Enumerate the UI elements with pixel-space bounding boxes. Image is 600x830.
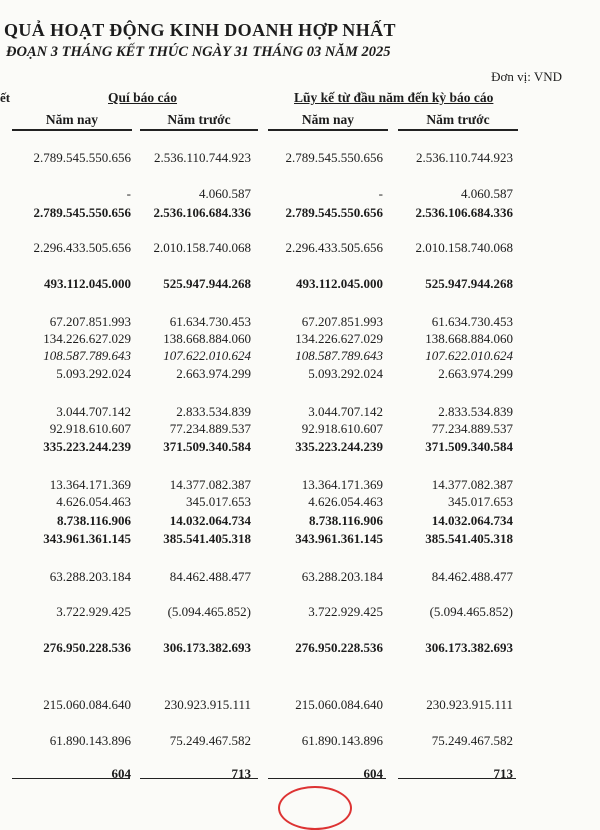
table-cell: 4.060.587 (199, 186, 251, 201)
table-cell: 525.947.944.268 (163, 276, 251, 291)
table-cell: 713 (231, 766, 251, 781)
table-cell: 3.044.707.142 (308, 404, 383, 419)
table-cell: 138.668.884.060 (425, 331, 513, 346)
table-row (0, 348, 600, 364)
col-header-ytd-prev-year: Năm trước (398, 112, 518, 131)
group-header-quarter: Quí báo cáo (108, 90, 178, 105)
table-cell: 8.738.116.906 (56, 513, 131, 528)
table-row (0, 314, 600, 330)
table-cell: 230.923.915.111 (426, 697, 513, 712)
table-cell: 63.288.203.184 (301, 569, 383, 584)
table-cell: 493.112.045.000 (43, 276, 131, 291)
table-cell: 107.622.010.624 (425, 348, 513, 363)
table-cell: 3.722.929.425 (308, 604, 383, 619)
total-underline-2 (140, 778, 258, 779)
table-row (0, 494, 600, 510)
table-cell: 371.509.340.584 (163, 439, 251, 454)
table-cell: 493.112.045.000 (295, 276, 383, 291)
table-cell: 77.234.889.537 (431, 421, 513, 436)
col-header-quarter-prev-year: Năm trước (140, 112, 258, 131)
table-cell: (5.094.465.852) (167, 604, 251, 619)
report-title: QUẢ HOẠT ĐỘNG KINH DOANH HỢP NHẤT (4, 20, 396, 40)
table-cell: 215.060.084.640 (295, 697, 383, 712)
table-cell: 77.234.889.537 (169, 421, 251, 436)
table-cell: 61.634.730.453 (431, 314, 513, 329)
table-cell: 2.296.433.505.656 (33, 240, 131, 255)
table-cell: 345.017.653 (186, 494, 251, 509)
table-cell: 2.536.106.684.336 (415, 205, 513, 220)
table-row (0, 640, 600, 656)
table-cell: 2.663.974.299 (176, 366, 251, 381)
red-stamp (278, 786, 352, 830)
table-cell: 14.032.064.734 (169, 513, 251, 528)
table-cell: 2.789.545.550.656 (285, 150, 383, 165)
table-cell: 371.509.340.584 (425, 439, 513, 454)
table-row (0, 766, 600, 782)
table-cell: 2.789.545.550.656 (33, 150, 131, 165)
table-cell: 61.890.143.896 (49, 733, 131, 748)
table-cell: 61.634.730.453 (169, 314, 251, 329)
table-cell: 276.950.228.536 (43, 640, 131, 655)
table-cell: 13.364.171.369 (49, 477, 131, 492)
table-cell: 385.541.405.318 (425, 531, 513, 546)
group-header-ytd: Lũy kế từ đầu năm đến kỳ báo cáo (294, 90, 494, 105)
table-cell: 14.377.082.387 (431, 477, 513, 492)
table-row (0, 697, 600, 713)
table-row (0, 186, 600, 202)
table-cell: 84.462.488.477 (431, 569, 513, 584)
table-cell: 525.947.944.268 (425, 276, 513, 291)
table-cell: 14.032.064.734 (431, 513, 513, 528)
table-cell: 306.173.382.693 (425, 640, 513, 655)
table-cell: 3.044.707.142 (56, 404, 131, 419)
table-cell: 5.093.292.024 (56, 366, 131, 381)
table-cell: 75.249.467.582 (431, 733, 513, 748)
table-cell: 2.789.545.550.656 (33, 205, 131, 220)
table-cell: 67.207.851.993 (49, 314, 131, 329)
table-cell: 67.207.851.993 (301, 314, 383, 329)
table-cell: 2.536.110.744.923 (415, 150, 513, 165)
table-cell: 61.890.143.896 (301, 733, 383, 748)
col-header-quarter-this-year: Năm nay (12, 112, 132, 131)
table-cell: 335.223.244.239 (43, 439, 131, 454)
table-cell: 2.663.974.299 (438, 366, 513, 381)
table-cell: 134.226.627.029 (43, 331, 131, 346)
table-row (0, 733, 600, 749)
table-row (0, 439, 600, 455)
header-left-fragment: ết (0, 90, 11, 105)
table-cell: 713 (493, 766, 513, 781)
table-cell: 4.626.054.463 (308, 494, 383, 509)
table-cell: 107.622.010.624 (163, 348, 251, 363)
table-cell: 13.364.171.369 (301, 477, 383, 492)
table-cell: 134.226.627.029 (295, 331, 383, 346)
table-cell: 108.587.789.643 (43, 348, 131, 363)
table-row (0, 331, 600, 347)
table-cell: 343.961.361.145 (295, 531, 383, 546)
table-cell: 84.462.488.477 (169, 569, 251, 584)
table-row (0, 569, 600, 585)
table-cell: 335.223.244.239 (295, 439, 383, 454)
table-cell: 75.249.467.582 (169, 733, 251, 748)
table-cell: 3.722.929.425 (56, 604, 131, 619)
table-row (0, 477, 600, 493)
table-cell: 230.923.915.111 (164, 697, 251, 712)
table-row (0, 240, 600, 256)
table-row (0, 205, 600, 221)
table-cell: 14.377.082.387 (169, 477, 251, 492)
table-cell: 2.010.158.740.068 (153, 240, 251, 255)
table-row (0, 150, 600, 166)
table-row (0, 421, 600, 437)
table-row (0, 404, 600, 420)
table-cell: 215.060.084.640 (43, 697, 131, 712)
table-row (0, 531, 600, 547)
table-cell: 2.833.534.839 (438, 404, 513, 419)
total-underline-1 (12, 778, 130, 779)
table-cell: 604 (363, 766, 383, 781)
total-underline-3 (268, 778, 386, 779)
table-row (0, 513, 600, 529)
table-cell: 4.060.587 (461, 186, 513, 201)
table-row (0, 276, 600, 292)
total-underline-4 (398, 778, 516, 779)
table-cell: 2.789.545.550.656 (285, 205, 383, 220)
table-cell: - (126, 186, 131, 201)
table-cell: 306.173.382.693 (163, 640, 251, 655)
table-cell: 8.738.116.906 (308, 513, 383, 528)
table-cell: 92.918.610.607 (49, 421, 131, 436)
table-cell: 604 (111, 766, 131, 781)
table-row (0, 366, 600, 382)
table-cell: 108.587.789.643 (295, 348, 383, 363)
table-cell: 63.288.203.184 (49, 569, 131, 584)
table-cell: - (378, 186, 383, 201)
table-cell: 343.961.361.145 (43, 531, 131, 546)
report-subtitle: ĐOẠN 3 THÁNG KẾT THÚC NGÀY 31 THÁNG 03 NĂM 2025 (6, 44, 391, 60)
table-cell: 138.668.884.060 (163, 331, 251, 346)
table-cell: (5.094.465.852) (429, 604, 513, 619)
table-cell: 5.093.292.024 (308, 366, 383, 381)
table-cell: 4.626.054.463 (56, 494, 131, 509)
table-cell: 385.541.405.318 (163, 531, 251, 546)
currency-unit: Đơn vị: VND (491, 69, 562, 84)
table-cell: 276.950.228.536 (295, 640, 383, 655)
table-cell: 2.296.433.505.656 (285, 240, 383, 255)
table-cell: 2.010.158.740.068 (415, 240, 513, 255)
table-cell: 2.536.110.744.923 (153, 150, 251, 165)
table-cell: 2.833.534.839 (176, 404, 251, 419)
table-row (0, 604, 600, 620)
table-cell: 345.017.653 (448, 494, 513, 509)
col-header-ytd-this-year: Năm nay (268, 112, 388, 131)
table-cell: 2.536.106.684.336 (153, 205, 251, 220)
table-cell: 92.918.610.607 (301, 421, 383, 436)
